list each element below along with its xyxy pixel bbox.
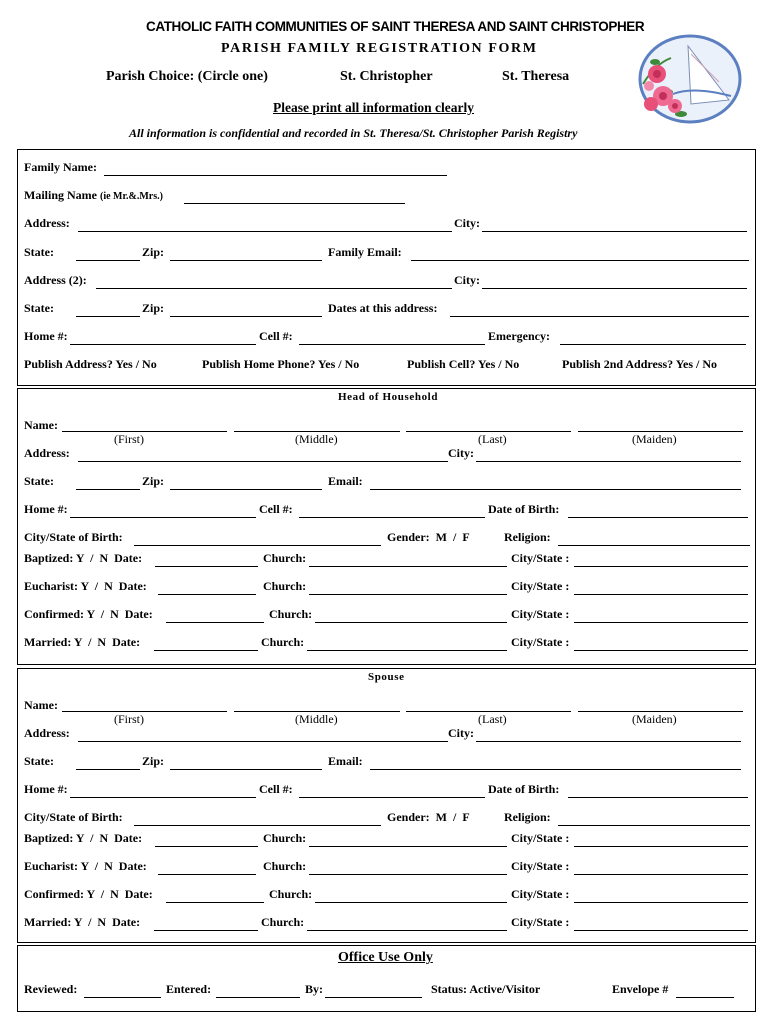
head-section-title: Head of Household: [338, 391, 439, 403]
head-birthplace-label: City/State of Birth:: [24, 530, 123, 544]
spouse-city-field[interactable]: [476, 741, 741, 742]
head-cell-label: Cell #:: [259, 502, 293, 516]
head-city-label: City:: [448, 446, 474, 460]
head-gender-choice[interactable]: Gender: M / F: [387, 530, 470, 544]
spouse-confirmed-label: Confirmed: Y / N Date:: [24, 887, 153, 901]
state-label: State:: [24, 245, 54, 259]
spouse-dob-label: Date of Birth:: [488, 782, 560, 796]
spouse-married-citystate-field[interactable]: [574, 930, 748, 931]
head-married-church-field[interactable]: [307, 650, 507, 651]
head-married-church-label: Church:: [261, 635, 305, 649]
head-confirmed-citystate-field[interactable]: [574, 622, 748, 623]
home-phone-field[interactable]: [70, 344, 256, 345]
head-eucharist-label: Eucharist: Y / N Date:: [24, 579, 147, 593]
spouse-cell-field[interactable]: [299, 797, 485, 798]
head-baptized-church-label: Church:: [263, 551, 307, 565]
head-baptized-label: Baptized: Y / N Date:: [24, 551, 143, 565]
head-confirmed-date-field[interactable]: [166, 622, 264, 623]
head-first-caption: (First): [114, 432, 144, 446]
spouse-religion-label: Religion:: [504, 810, 551, 824]
head-state-label: State:: [24, 474, 54, 488]
family-name-field[interactable]: [104, 175, 447, 176]
head-dob-field[interactable]: [568, 517, 748, 518]
home-phone-label: Home #:: [24, 329, 68, 343]
zip2-field[interactable]: [170, 316, 322, 317]
head-name-label: Name:: [24, 418, 58, 432]
head-confirmed-label: Confirmed: Y / N Date:: [24, 607, 153, 621]
head-birthplace-field[interactable]: [134, 545, 381, 546]
spouse-address-field[interactable]: [78, 741, 448, 742]
spouse-email-field[interactable]: [370, 769, 741, 770]
address-label: Address:: [24, 216, 70, 230]
entered-field[interactable]: [216, 997, 300, 998]
spouse-dob-field[interactable]: [568, 797, 748, 798]
spouse-baptized-label: Baptized: Y / N Date:: [24, 831, 143, 845]
city2-label: City:: [454, 273, 480, 287]
head-confirmed-church-field[interactable]: [315, 622, 507, 623]
head-eucharist-citystate-field[interactable]: [574, 594, 748, 595]
emergency-label: Emergency:: [488, 329, 550, 343]
zip2-label: Zip:: [142, 301, 165, 315]
spouse-eucharist-church-field[interactable]: [309, 874, 507, 875]
state-field[interactable]: [76, 260, 140, 261]
address-field[interactable]: [78, 231, 452, 232]
spouse-name-label: Name:: [24, 698, 58, 712]
roses-and-sail-logo: [633, 34, 745, 124]
family-email-label: Family Email:: [328, 245, 402, 259]
head-eucharist-date-field[interactable]: [158, 594, 256, 595]
zip-field[interactable]: [170, 260, 322, 261]
head-eucharist-citystate-label: City/State :: [511, 579, 570, 593]
spouse-state-label: State:: [24, 754, 54, 768]
cell-phone-label: Cell #:: [259, 329, 293, 343]
head-maiden-caption: (Maiden): [632, 432, 677, 446]
head-home-field[interactable]: [70, 517, 256, 518]
spouse-married-date-field[interactable]: [154, 930, 258, 931]
head-baptized-citystate-label: City/State :: [511, 551, 570, 565]
spouse-home-field[interactable]: [70, 797, 256, 798]
spouse-confirmed-church-label: Church:: [269, 887, 313, 901]
by-label: By:: [305, 982, 323, 996]
spouse-birthplace-label: City/State of Birth:: [24, 810, 123, 824]
spouse-zip-label: Zip:: [142, 754, 165, 768]
publish-address-choice[interactable]: Publish Address? Yes / No: [24, 357, 157, 371]
head-address-field[interactable]: [78, 461, 448, 462]
head-confirmed-citystate-label: City/State :: [511, 607, 570, 621]
spouse-eucharist-label: Eucharist: Y / N Date:: [24, 859, 147, 873]
by-field[interactable]: [325, 997, 422, 998]
head-cell-field[interactable]: [299, 517, 485, 518]
head-middle-caption: (Middle): [295, 432, 338, 446]
status-choice[interactable]: Status: Active/Visitor: [431, 982, 541, 996]
head-confirmed-church-label: Church:: [269, 607, 313, 621]
confidential-note: All information is confidential and recorded in St. Theresa/St. Christopher Parish Registry: [129, 126, 578, 140]
spouse-eucharist-church-label: Church:: [263, 859, 307, 873]
spouse-section-title: Spouse: [368, 671, 405, 683]
address2-label: Address (2):: [24, 273, 87, 287]
spouse-confirmed-citystate-field[interactable]: [574, 902, 748, 903]
spouse-home-label: Home #:: [24, 782, 68, 796]
head-baptized-church-field[interactable]: [309, 566, 507, 567]
head-email-field[interactable]: [370, 489, 741, 490]
spouse-zip-field[interactable]: [170, 769, 322, 770]
spouse-baptized-church-label: Church:: [263, 831, 307, 845]
family-section: [17, 149, 756, 386]
head-eucharist-church-field[interactable]: [309, 594, 507, 595]
spouse-birthplace-field[interactable]: [134, 825, 381, 826]
family-name-label: Family Name:: [24, 160, 97, 174]
head-dob-label: Date of Birth:: [488, 502, 560, 516]
mailing-name-field[interactable]: [184, 203, 405, 204]
dates-at-address-field[interactable]: [450, 316, 749, 317]
spouse-confirmed-citystate-label: City/State :: [511, 887, 570, 901]
head-address-label: Address:: [24, 446, 70, 460]
head-last-caption: (Last): [478, 432, 507, 446]
spouse-email-label: Email:: [328, 754, 363, 768]
mailing-name-label: Mailing Name (ie Mr.&.Mrs.): [24, 188, 163, 202]
address2-field[interactable]: [96, 288, 452, 289]
spouse-middle-caption: (Middle): [295, 712, 338, 726]
spouse-eucharist-date-field[interactable]: [158, 874, 256, 875]
spouse-married-church-label: Church:: [261, 915, 305, 929]
family-email-field[interactable]: [411, 260, 749, 261]
head-baptized-date-field[interactable]: [155, 566, 258, 567]
city-label: City:: [454, 216, 480, 230]
publish-cell-choice[interactable]: Publish Cell? Yes / No: [407, 357, 520, 371]
head-state-field[interactable]: [76, 489, 140, 490]
state2-label: State:: [24, 301, 54, 315]
spouse-baptized-citystate-field[interactable]: [574, 846, 748, 847]
entered-label: Entered:: [166, 982, 212, 996]
parish-choice-label: Parish Choice: (Circle one): [106, 69, 268, 84]
spouse-married-citystate-label: City/State :: [511, 915, 570, 929]
reviewed-label: Reviewed:: [24, 982, 78, 996]
org-title: CATHOLIC FAITH COMMUNITIES OF SAINT THERESA AND SAINT CHRISTOPHER: [146, 19, 645, 34]
envelope-field[interactable]: [676, 997, 734, 998]
spouse-address-label: Address:: [24, 726, 70, 740]
spouse-married-church-field[interactable]: [307, 930, 507, 931]
spouse-state-field[interactable]: [76, 769, 140, 770]
reviewed-field[interactable]: [84, 997, 161, 998]
spouse-baptized-church-field[interactable]: [309, 846, 507, 847]
head-married-citystate-field[interactable]: [574, 650, 748, 651]
head-email-label: Email:: [328, 474, 363, 488]
spouse-religion-field[interactable]: [558, 825, 750, 826]
spouse-confirmed-date-field[interactable]: [166, 902, 264, 903]
spouse-baptized-date-field[interactable]: [155, 846, 258, 847]
emergency-field[interactable]: [560, 344, 746, 345]
head-married-date-field[interactable]: [154, 650, 258, 651]
dates-at-address-label: Dates at this address:: [328, 301, 438, 315]
head-married-label: Married: Y / N Date:: [24, 635, 141, 649]
city2-field[interactable]: [482, 288, 747, 289]
head-zip-label: Zip:: [142, 474, 165, 488]
head-religion-field[interactable]: [558, 545, 750, 546]
parish-option-st-christopher[interactable]: St. Christopher: [340, 69, 433, 84]
print-note: Please print all information clearly: [273, 100, 474, 115]
publish-home-choice[interactable]: Publish Home Phone? Yes / No: [202, 357, 360, 371]
office-use-title: Office Use Only: [338, 950, 433, 965]
head-married-citystate-label: City/State :: [511, 635, 570, 649]
publish-2nd-address-choice[interactable]: Publish 2nd Address? Yes / No: [562, 357, 718, 371]
head-baptized-citystate-field[interactable]: [574, 566, 748, 567]
spouse-last-caption: (Last): [478, 712, 507, 726]
head-section: [17, 388, 756, 665]
head-home-label: Home #:: [24, 502, 68, 516]
spouse-gender-choice[interactable]: Gender: M / F: [387, 810, 470, 824]
envelope-label: Envelope #: [612, 982, 669, 996]
spouse-eucharist-citystate-field[interactable]: [574, 874, 748, 875]
head-city-field[interactable]: [476, 461, 741, 462]
spouse-first-caption: (First): [114, 712, 144, 726]
spouse-first-name-field[interactable]: [62, 711, 227, 712]
spouse-cell-label: Cell #:: [259, 782, 293, 796]
head-zip-field[interactable]: [170, 489, 322, 490]
state2-field[interactable]: [76, 316, 140, 317]
spouse-eucharist-citystate-label: City/State :: [511, 859, 570, 873]
spouse-baptized-citystate-label: City/State :: [511, 831, 570, 845]
head-first-name-field[interactable]: [62, 431, 227, 432]
zip-label: Zip:: [142, 245, 165, 259]
spouse-confirmed-church-field[interactable]: [315, 902, 507, 903]
cell-phone-field[interactable]: [299, 344, 485, 345]
head-eucharist-church-label: Church:: [263, 579, 307, 593]
spouse-city-label: City:: [448, 726, 474, 740]
form-title: PARISH FAMILY REGISTRATION FORM: [221, 41, 538, 56]
city-field[interactable]: [482, 231, 747, 232]
head-religion-label: Religion:: [504, 530, 551, 544]
spouse-maiden-caption: (Maiden): [632, 712, 677, 726]
parish-option-st-theresa[interactable]: St. Theresa: [502, 69, 570, 84]
spouse-married-label: Married: Y / N Date:: [24, 915, 141, 929]
